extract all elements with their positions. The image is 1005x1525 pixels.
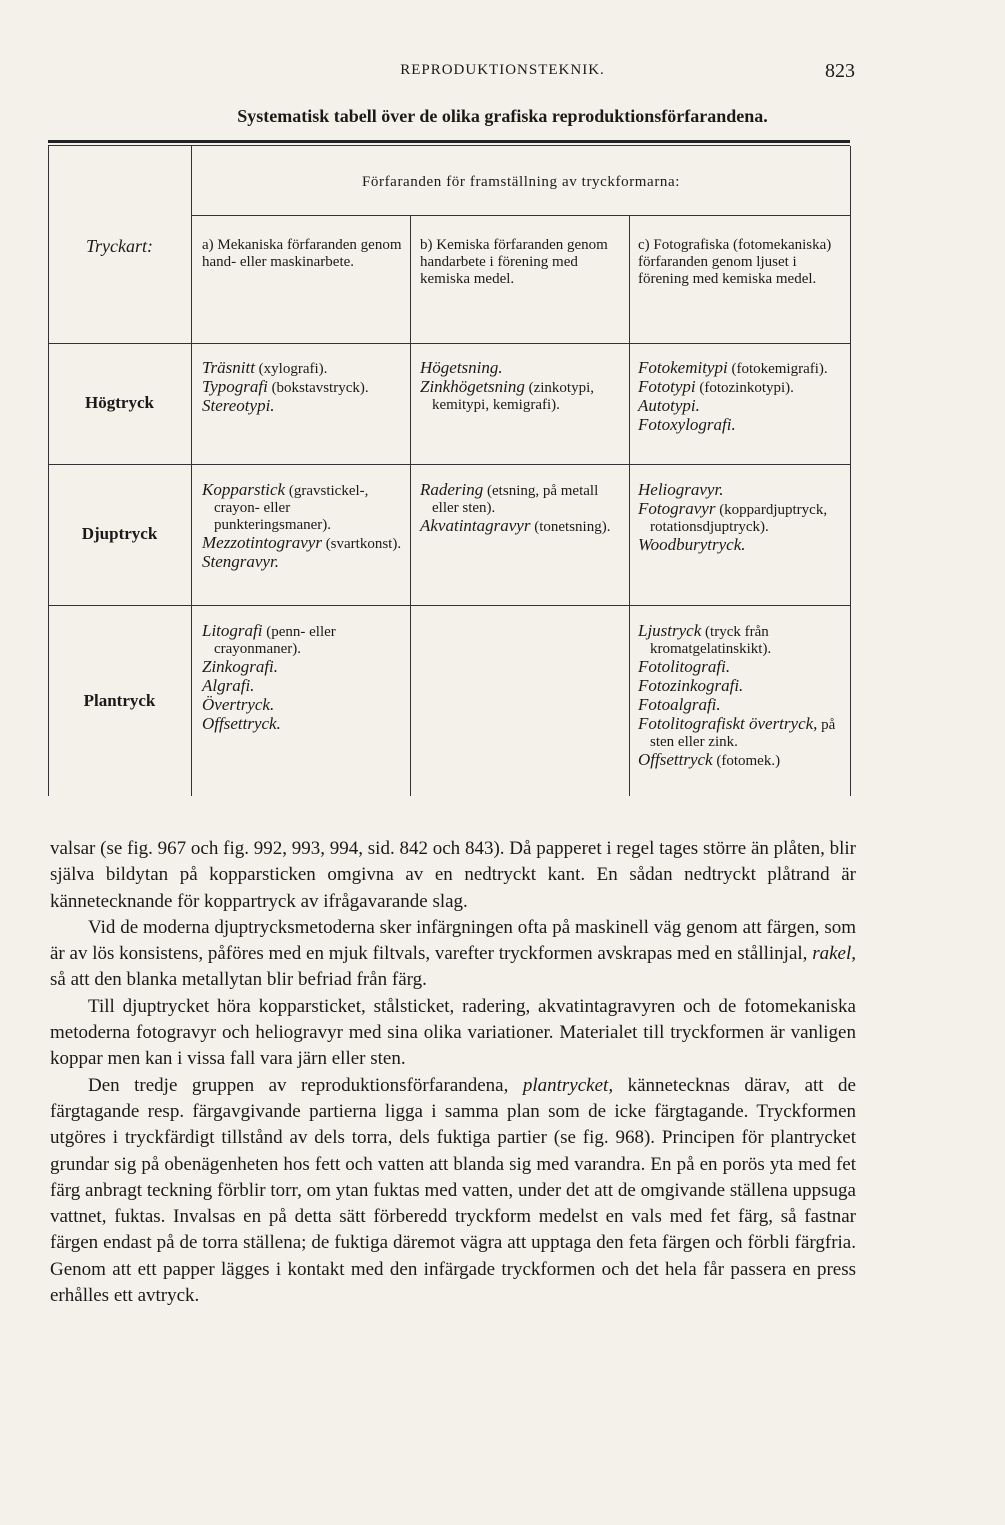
method-entry: Mezzotintogravyr (svartkonst).: [202, 533, 402, 552]
method-entry: Fotokemitypi (fotokemigrafi).: [638, 358, 828, 377]
running-head: [0, 60, 1005, 88]
method-entry: Offsettryck.: [202, 714, 281, 733]
row-label-hogtryck: Högtryck: [85, 393, 154, 412]
row-rule-1: [48, 343, 850, 344]
row-rule-2: [48, 464, 850, 465]
method-entry: Radering (etsning, på metall eller sten).: [420, 480, 599, 516]
method-entry: Offsettryck (fotomek.): [638, 750, 781, 769]
table-title: Systematisk tabell över de olika grafiska reproduktionsförfarandena.: [237, 106, 768, 126]
method-entry: Heliogravyr.: [638, 480, 724, 499]
table-divider-label: [191, 146, 192, 796]
column-header-b: b) Kemiska förfaranden genom handarbete i förening med kemiska medel.: [420, 237, 608, 287]
method-entry: Stereotypi.: [202, 396, 275, 415]
cell-hogtryck-a: [202, 359, 402, 416]
table-right-border: [850, 146, 851, 796]
cell-hogtryck-c: [638, 359, 842, 435]
method-entry: Högetsning.: [420, 358, 503, 377]
table-top-rule: [48, 140, 850, 143]
method-entry: Fotolitografiskt övertryck, på sten eller zink.: [638, 714, 836, 750]
paragraph: valsar (se fig. 967 och fig. 992, 993, 994, sid. 842 och 843). Då papperet i regel tages större än plåten, blir själva bildytan på kopparsticken omgivna av en nedtryckt kant. En sådan nedtryckt plåtrand är kännetecknande för koppartryck av ifrågavarande slag.: [50, 838, 856, 912]
method-entry: Övertryck.: [202, 695, 275, 714]
method-entry: Zinkhögetsning (zinkotypi, kemitypi, kemigrafi).: [420, 377, 594, 413]
method-entry: Fotoalgrafi.: [638, 695, 721, 714]
table-divider-bc: [629, 216, 630, 796]
row-rule-3: [48, 605, 850, 606]
paragraph: Den tredje gruppen av reproduktionsförfarandena, plantrycket, kännetecknas därav, att de färgtagande resp. färgavgivande partierna ligga i samma plan som de icke färgtagande. Tryckformen utgöres i tryckfärdigt tillstånd av dels torra, dels fuktiga partier (se fig. 968). Principen för plantrycket grundar sig på obenägenheten hos fett och vatten att blanda sig med varandra. En på en porös yta med fet färg anbragt teckning förblir torr, om ytan fuktas med vatten, under det att de omgivande ställena uppsuga vattnet, fuktas. Invalsas en på detta sätt förberedd tryckform medelst en vals med fet färg, så fastnar färgen endast på de torra ställena; de fuktiga däremot vägra att upptaga den feta färgen och förbli färgfria. Genom att ett papper lägges i kontakt med den infärgade tryckformen och det hela får passera en press erhålles ett avtryck.: [50, 1074, 856, 1307]
method-entry: Autotypi.: [638, 396, 700, 415]
span-header-rule: [192, 215, 850, 216]
table-divider-ab: [410, 216, 411, 796]
method-entry: Fotoxylografi.: [638, 415, 736, 434]
cell-plantryck-c: [638, 622, 842, 770]
running-title: REPRODUKTIONSTEKNIK.: [400, 62, 605, 78]
method-entry: Fototypi (fotozinkotypi).: [638, 377, 794, 396]
page-number: 823: [825, 60, 855, 82]
method-entry: Zinkografi.: [202, 657, 279, 676]
body-text: [50, 836, 856, 1309]
method-entry: Kopparstick (gravstickel-, crayon- eller punkteringsmaner).: [202, 480, 369, 533]
cell-hogtryck-b: [420, 359, 620, 414]
method-entry: Akvatintagravyr (tonetsning).: [420, 516, 611, 535]
method-entry: Fotolitografi.: [638, 657, 731, 676]
row-header-label: Tryckart:: [86, 236, 153, 256]
method-entry: Träsnitt (xylografi).: [202, 358, 328, 377]
row-label-djuptryck: Djuptryck: [81, 524, 158, 543]
table-top-rule-thin: [48, 145, 850, 146]
column-header-a: a) Mekaniska förfaranden genom hand- eller maskinarbete.: [202, 237, 402, 270]
method-entry: Typografi (bokstavstryck).: [202, 377, 369, 396]
method-entry: Fotogravyr (koppardjuptryck, rotationsdjuptryck).: [638, 499, 828, 535]
column-header-c: c) Fotografiska (fotomekaniska) förfaranden genom ljuset i förening med kemiska medel.: [638, 237, 832, 287]
method-entry: Stengravyr.: [202, 552, 279, 571]
cell-djuptryck-c: [638, 481, 842, 555]
method-entry: Ljustryck (tryck från kromatgelatinskikt).: [638, 621, 772, 657]
cell-djuptryck-b: [420, 481, 620, 536]
cell-djuptryck-a: [202, 481, 402, 572]
paragraph: Vid de moderna djuptrycksmetoderna sker infärgningen ofta på maskinell väg genom att färgen, som är av lös konsistens, påföres med en mjuk filtvals, varefter tryckformen avskrapas med en stållinjal, rakel, så att den blanka metallytan blir befriad från färg.: [50, 916, 856, 991]
cell-plantryck-a: [202, 622, 402, 734]
paragraph: Till djuptrycket höra kopparsticket, stålsticket, radering, akvatintagravyren och de fotomekaniska metoderna fotogravyr och heliogravyr med sina olika variationer. Materialet till tryckformen är vanligen koppar men kan i vissa fall vara järn eller sten.: [50, 995, 856, 1070]
span-header: Förfaranden för framställning av tryckformarna:: [361, 174, 681, 190]
method-entry: Litografi (penn- eller crayonmaner).: [202, 621, 336, 657]
row-label-plantryck: Plantryck: [83, 691, 156, 710]
method-entry: Fotozinkografi.: [638, 676, 744, 695]
method-entry: Algrafi.: [202, 676, 255, 695]
method-entry: Woodburytryck.: [638, 535, 746, 554]
